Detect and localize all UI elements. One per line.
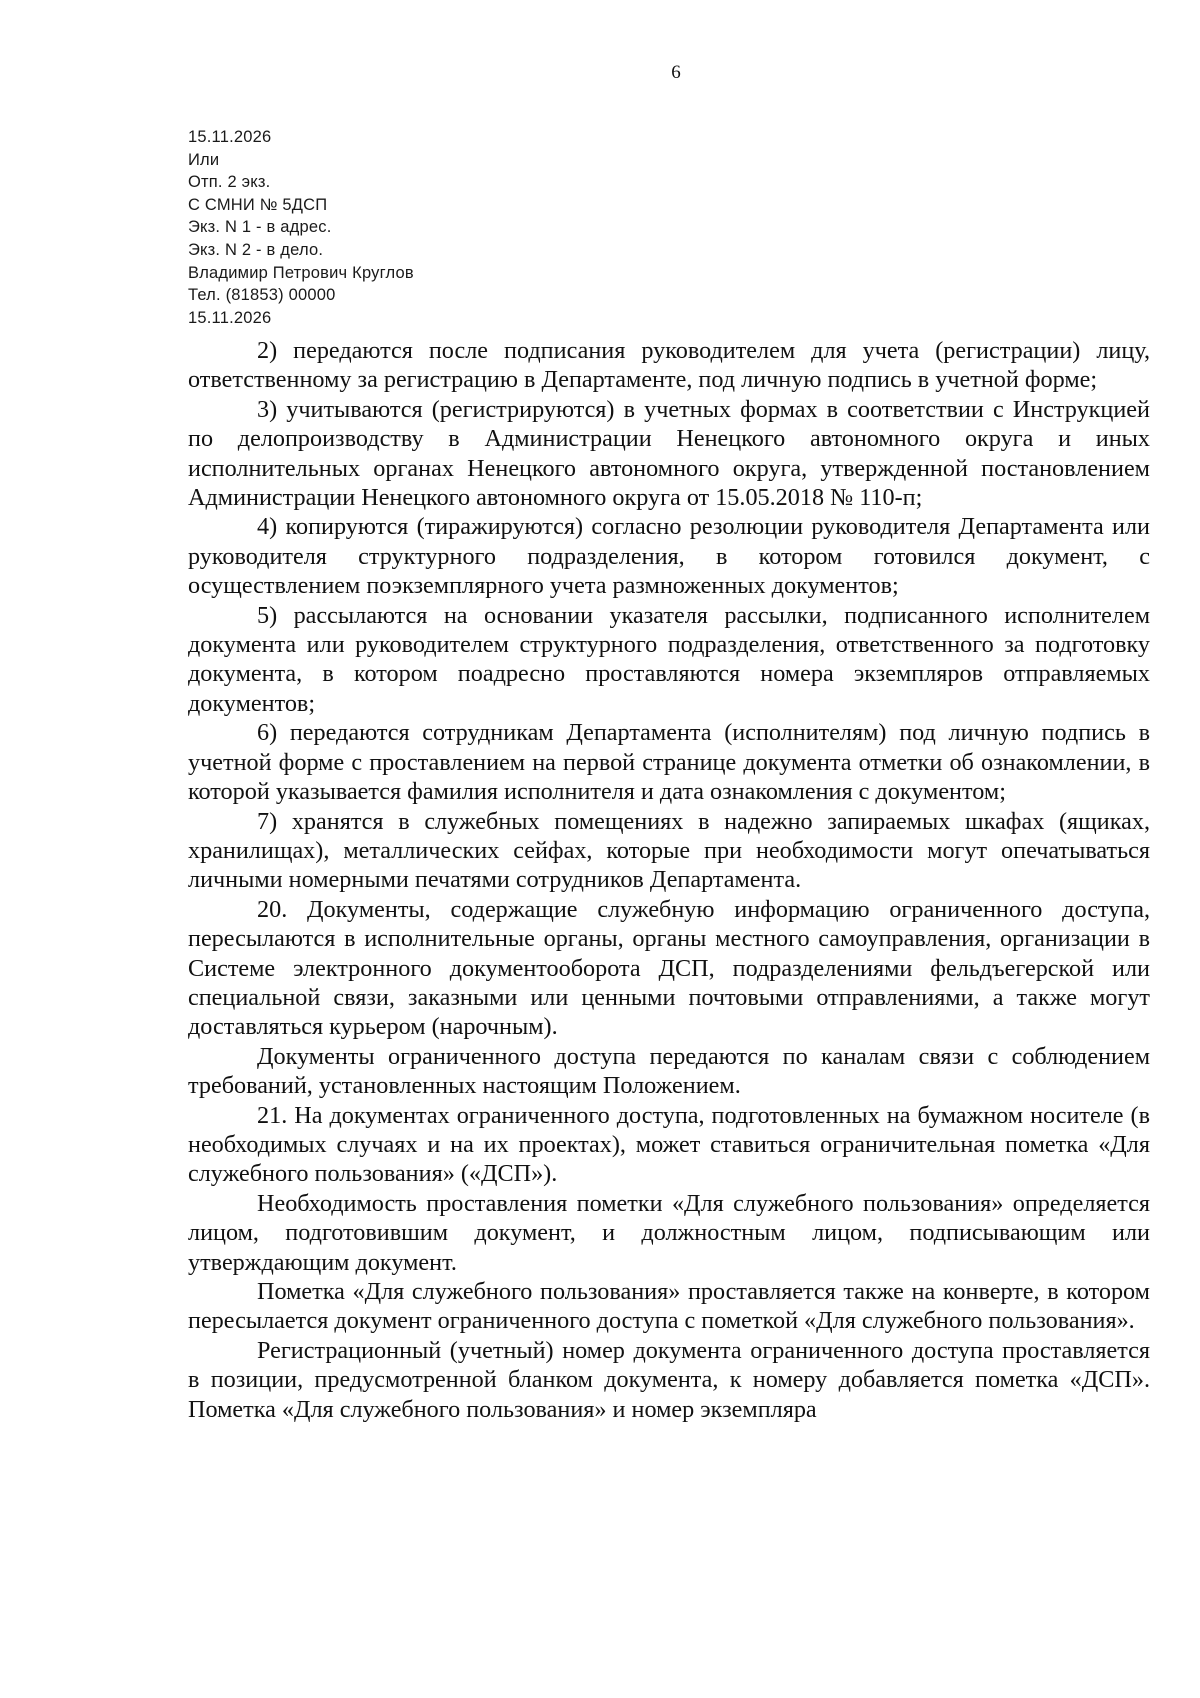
paragraph-item-4: 4) копируются (тиражируются) согласно резолюции руководителя Департамента или руководителя структурного подразделения, в котором готовился документ, с осуществлением поэкземплярного учета размноженных документов; bbox=[188, 513, 1150, 600]
stamp-line-executor: Владимир Петрович Круглов bbox=[188, 263, 414, 282]
paragraph-item-5: 5) рассылаются на основании указателя рассылки, подписанного исполнителем документа или руководителем структурного подразделения, ответственного за подготовку документа, в котором поадресно проставляются номера экземпляров отправляемых документов; bbox=[188, 601, 1150, 717]
paragraph-clause-21: 21. На документах ограниченного доступа, подготовленных на бумажном носителе (в необходимых случаях и на их проектах), может ставиться ограничительная пометка «Для служебного пользования» («ДСП»). bbox=[188, 1101, 1150, 1188]
stamp-line-copy-2: Экз. N 2 - в дело. bbox=[188, 240, 324, 259]
stamp-line-registry: С СМНИ № 5ДСП bbox=[188, 195, 328, 214]
page-number: 6 bbox=[671, 62, 681, 83]
stamp-line-or: Или bbox=[188, 150, 220, 169]
stamp-line-copy-1: Экз. N 1 - в адрес. bbox=[188, 218, 332, 237]
dispatch-stamp-block bbox=[188, 126, 414, 329]
paragraph-envelope: Пометка «Для служебного пользования» проставляется также на конверте, в котором пересылается документ ограниченного доступа с пометкой «Для служебного пользования». bbox=[188, 1278, 1150, 1335]
stamp-line-phone: Тел. (81853) 00000 bbox=[188, 286, 336, 305]
paragraph-item-7: 7) хранятся в служебных помещениях в надежно запираемых шкафах (ящиках, хранилищах), металлических сейфах, которые при необходимости могут опечатываться личными номерными печатями сотрудников Департамента. bbox=[188, 807, 1150, 894]
stamp-line-copies: Отп. 2 экз. bbox=[188, 173, 271, 192]
paragraph-registration: Регистрационный (учетный) номер документа ограниченного доступа проставляется в позиции, предусмотренной бланком документа, к номеру добавляется пометка «ДСП». Пометка «Для служебного пользования» и номер экземпляра bbox=[188, 1336, 1150, 1423]
document-body bbox=[188, 336, 1150, 1424]
paragraph-item-3: 3) учитываются (регистрируются) в учетных формах в соответствии с Инструкцией по делопроизводству в Администрации Ненецкого автономного округа и иных исполнительных органах Ненецкого автономного округа, утвержденной постановлением Администрации Ненецкого автономного округа от 15.05.2018 № 110-п; bbox=[188, 395, 1150, 512]
paragraph-necessity: Необходимость проставления пометки «Для служебного пользования» определяется лицом, подготовившим документ, и должностным лицом, подписывающим или утверждающим документ. bbox=[188, 1189, 1150, 1276]
stamp-line-date: 15.11.2026 bbox=[188, 128, 272, 146]
paragraph-channels: Документы ограниченного доступа передаются по каналам связи с соблюдением требований, установленных настоящим Положением. bbox=[188, 1042, 1150, 1100]
paragraph-item-2: 2) передаются после подписания руководителем для учета (регистрации) лицу, ответственному за регистрацию в Департаменте, под личную подпись в учетной форме; bbox=[188, 337, 1150, 394]
paragraph-item-6: 6) передаются сотрудникам Департамента (исполнителям) под личную подпись в учетной форме с проставлением на первой странице документа отметки об ознакомлении, в которой указывается фамилия исполнителя и дата ознакомления с документом; bbox=[188, 719, 1150, 806]
paragraph-clause-20: 20. Документы, содержащие служебную информацию ограниченного доступа, пересылаются в исполнительные органы, органы местного самоуправления, организации в Системе электронного документооборота ДСП, подразделениями фельдъегерской или специальной связи, заказными или ценными почтовыми отправлениями, а также могут доставляться курьером (нарочным). bbox=[188, 895, 1150, 1041]
stamp-line-date-2: 15.11.2026 bbox=[188, 308, 272, 327]
